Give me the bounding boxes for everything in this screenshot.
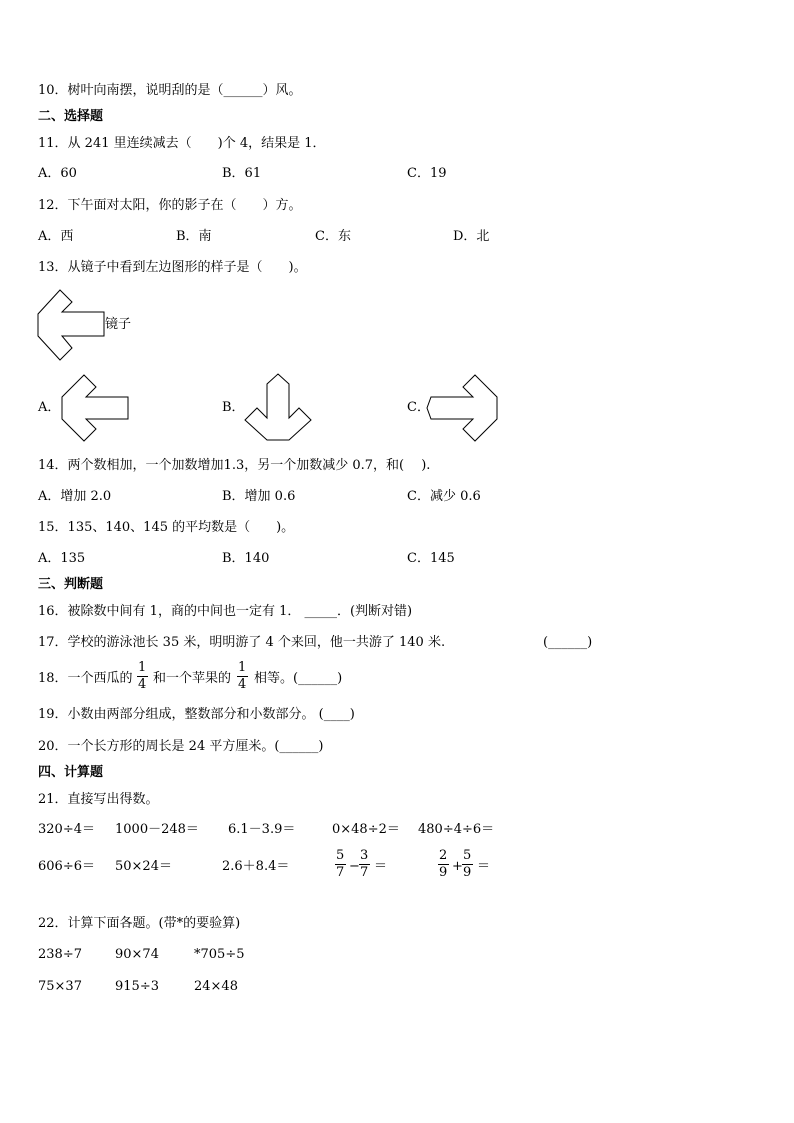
- question-20: 20．一个长方形的周长是 24 平方厘米。(______): [38, 739, 324, 754]
- q21-r2-item: 2.6＋8.4＝: [222, 859, 290, 874]
- mirror-label: 镜子: [105, 317, 132, 332]
- fraction-five-sevenths: 5 7: [336, 848, 345, 880]
- q22-r2-item: 75×37: [38, 979, 82, 994]
- arrow-figure-original: [38, 290, 108, 360]
- section-heading-judge: 三、判断题: [38, 577, 104, 592]
- q13-option-b-figure: [245, 374, 311, 440]
- fraction-one-quarter-2: 1 4: [238, 660, 247, 692]
- q13-option-a: A．: [38, 400, 61, 415]
- q15-option-a: A．135: [38, 551, 86, 566]
- q13-option-b: B．: [222, 400, 245, 415]
- q21-r1-item: 480÷4÷6＝: [418, 822, 495, 837]
- fraction-five-ninths: 5 9: [463, 848, 472, 880]
- plus-sign: +: [452, 859, 463, 874]
- question-11: 11．从 241 里连续减去（ )个 4，结果是 1．: [38, 136, 326, 151]
- q17-answer-blank: (______): [543, 635, 593, 650]
- minus-sign: −: [349, 859, 360, 874]
- question-15: 15．135、140、145 的平均数是（ )。: [38, 520, 295, 535]
- q11-option-b: B．61: [222, 166, 262, 181]
- q22-r2-item: 915÷3: [115, 979, 159, 994]
- q21-r2-item: 606÷6＝: [38, 859, 95, 874]
- q14-option-c: C．减少 0.6: [407, 489, 481, 504]
- q15-option-b: B．140: [222, 551, 270, 566]
- q14-option-a: A．增加 2.0: [38, 489, 112, 504]
- question-21: 21．直接写出得数。: [38, 792, 159, 807]
- q21-r1-item: 6.1－3.9＝: [228, 822, 296, 837]
- question-13: 13．从镜子中看到左边图形的样子是（ )。: [38, 260, 307, 275]
- q11-option-a: A．60: [38, 166, 77, 181]
- question-18-part1: 18．一个西瓜的: [38, 671, 133, 686]
- question-12: 12．下午面对太阳，你的影子在（ ）方。: [38, 198, 302, 213]
- fraction-one-quarter-1: 1 4: [138, 660, 147, 692]
- q22-r1-item: 90×74: [115, 947, 159, 962]
- question-18-part3: 相等。(______): [254, 671, 343, 686]
- q12-option-a: A．西: [38, 229, 74, 244]
- section-heading-choice: 二、选择题: [38, 109, 104, 124]
- q13-option-c: C．: [407, 400, 430, 415]
- q15-option-c: C．145: [407, 551, 455, 566]
- q12-option-c: C．东: [315, 229, 351, 244]
- question-18-part2: 和一个苹果的: [153, 671, 232, 686]
- q13-option-c-figure: [427, 375, 497, 441]
- question-10: 10．树叶向南摆，说明刮的是（______）风。: [38, 83, 302, 98]
- fraction-two-ninths: 2 9: [439, 848, 448, 880]
- question-17: 17．学校的游泳池长 35 米，明明游了 4 个来回，他一共游了 140 米.: [38, 635, 446, 650]
- q21-r1-item: 0×48÷2＝: [332, 822, 400, 837]
- q14-option-b: B．增加 0.6: [222, 489, 296, 504]
- q11-option-c: C．19: [407, 166, 447, 181]
- question-19: 19．小数由两部分组成，整数部分和小数部分。 (____): [38, 707, 355, 722]
- q21-r1-item: 320÷4＝: [38, 822, 95, 837]
- q12-option-b: B．南: [176, 229, 212, 244]
- q22-r1-item: 238÷7: [38, 947, 82, 962]
- q22-r1-item: *705÷5: [194, 947, 245, 962]
- q22-r2-item: 24×48: [194, 979, 238, 994]
- equals-sign: ＝: [374, 859, 388, 874]
- question-14: 14．两个数相加，一个加数增加1.3，另一个加数减少 0.7，和( ).: [38, 458, 431, 473]
- section-heading-calc: 四、计算题: [38, 765, 104, 780]
- question-16: 16．被除数中间有 1，商的中间也一定有 1． _____．(判断对错): [38, 604, 413, 619]
- q21-r1-item: 1000－248＝: [115, 822, 199, 837]
- q21-r2-item: 50×24＝: [115, 859, 172, 874]
- q13-option-a-figure: [62, 375, 128, 441]
- q12-option-d: D．北: [453, 229, 490, 244]
- question-22: 22．计算下面各题。(带*的要验算): [38, 916, 241, 931]
- equals-sign: ＝: [477, 859, 491, 874]
- fraction-three-sevenths: 3 7: [360, 848, 369, 880]
